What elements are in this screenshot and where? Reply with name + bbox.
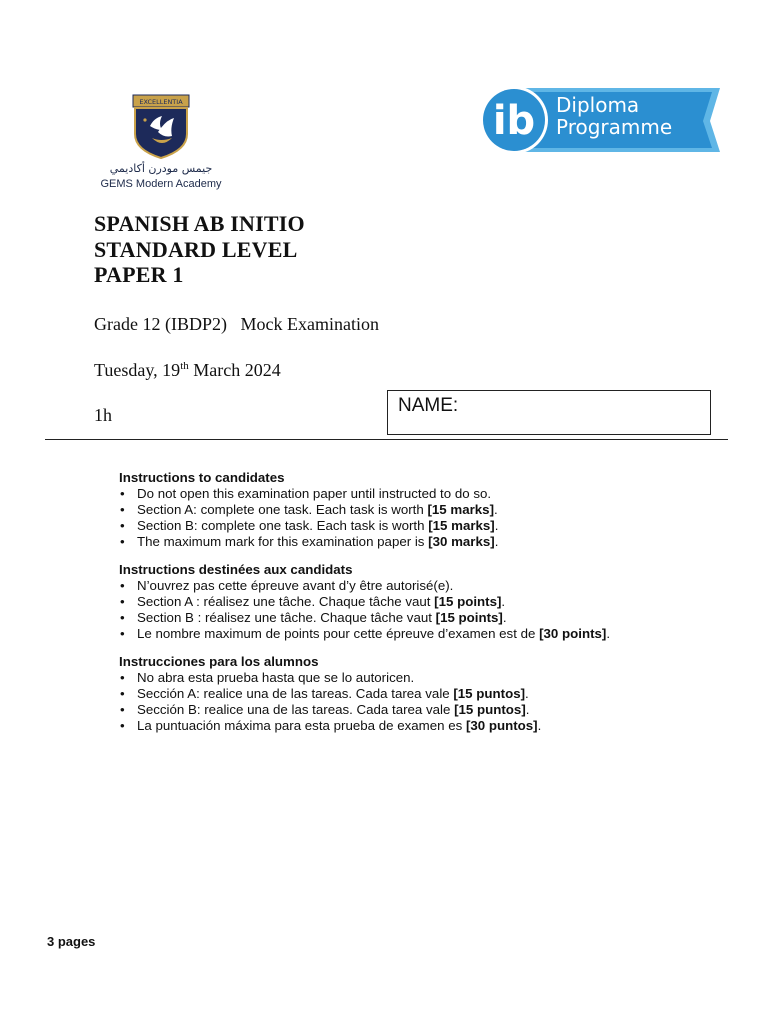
- instruction-item: • Section A : réalisez une tâche. Chaque tâche vaut [15 points].: [119, 594, 719, 610]
- title-level: STANDARD LEVEL: [94, 237, 298, 262]
- title-paper: PAPER 1: [94, 262, 184, 287]
- school-motto: EXCELLENTIA: [139, 98, 183, 106]
- school-name-english: GEMS Modern Academy: [100, 178, 222, 190]
- instructions-french: [119, 562, 719, 642]
- instruction-item: • La puntuación máxima para esta prueba de examen es [30 puntos].: [119, 718, 719, 734]
- name-field[interactable]: [387, 390, 711, 435]
- instructions-heading: Instrucciones para los alumnos: [119, 654, 319, 669]
- ib-logo: [474, 84, 724, 158]
- exam-date-day: Tuesday, 19: [94, 360, 181, 380]
- header-divider: [45, 439, 728, 440]
- instruction-item: • No abra esta prueba hasta que se lo autoricen.: [119, 670, 719, 686]
- grade-line: Grade 12 (IBDP2) Mock Examination: [94, 314, 379, 334]
- instruction-item: • Sección A: realice una de las tareas. Cada tarea vale [15 puntos].: [119, 686, 719, 702]
- page-count: 3 pages: [47, 934, 96, 949]
- school-name-arabic: جيمس مودرن أكاديمي: [109, 162, 213, 175]
- instruction-item: • The maximum mark for this examination paper is [30 marks].: [119, 534, 719, 550]
- exam-date: [94, 360, 281, 381]
- instruction-item: • Sección B: realice una de las tareas. Cada tarea vale [15 puntos].: [119, 702, 719, 718]
- instruction-item: • Section B: complete one task. Each task is worth [15 marks].: [119, 518, 719, 534]
- school-crest-icon: [132, 94, 190, 160]
- instruction-item: • Section A: complete one task. Each task is worth [15 marks].: [119, 502, 719, 518]
- instructions-english: [119, 470, 719, 550]
- name-label: NAME:: [398, 395, 459, 416]
- instructions-heading: Instructions to candidates: [119, 470, 285, 485]
- instructions-spanish: [119, 654, 719, 734]
- instruction-item: • N’ouvrez pas cette épreuve avant d’y être autorisé(e).: [119, 578, 719, 594]
- exam-date-suffix: th: [180, 360, 189, 372]
- ib-logo-line1: Diploma: [556, 93, 640, 117]
- instruction-item: • Section B : réalisez une tâche. Chaque tâche vaut [15 points].: [119, 610, 719, 626]
- ib-letters: ib: [492, 98, 536, 144]
- exam-date-month-year: March 2024: [188, 360, 281, 380]
- instruction-item: • Le nombre maximum de points pour cette épreuve d’examen est de [30 points].: [119, 626, 719, 642]
- school-logo: [96, 92, 226, 196]
- exam-duration: 1h: [94, 405, 112, 425]
- instruction-item: • Do not open this examination paper until instructed to do so.: [119, 486, 719, 502]
- ib-logo-line2: Programme: [556, 115, 673, 139]
- instructions-heading: Instructions destinées aux candidats: [119, 562, 353, 577]
- title-subject: SPANISH AB INITIO: [94, 211, 305, 236]
